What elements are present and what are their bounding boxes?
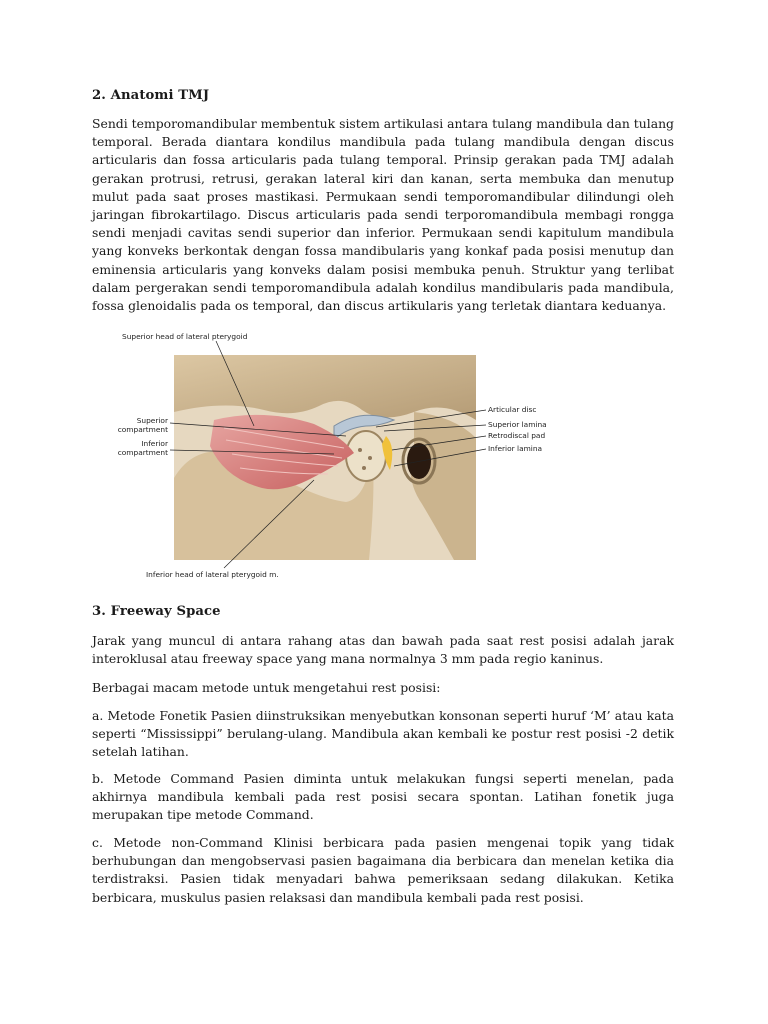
paragraph-method-b: b. Metode Command Pasien diminta untuk melakukan fungsi seperti menelan, pada akhirnya mandibula kembali pada rest posisi secara spontan. Latihan fonetik juga merupakan tipe metode Command.: [92, 771, 674, 823]
label-inferior-lamina: Inferior lamina: [488, 444, 543, 453]
label-inferior-compartment-2: compartment: [117, 448, 168, 457]
heading-freeway-space: 3. Freeway Space: [92, 604, 221, 619]
anatomy-illustration: [174, 355, 476, 560]
tmj-anatomy-figure: [114, 328, 554, 584]
paragraph-methods-intro: Berbagai macam metode untuk mengetahui rest posisi:: [92, 680, 441, 695]
label-superior-lamina: Superior lamina: [488, 420, 547, 429]
paragraph-freeway-space: Jarak yang muncul di antara rahang atas dan bawah pada saat rest posisi adalah jarak interoklusal atau freeway space yang mana normalnya 3 mm pada regio kaninus.: [92, 633, 674, 667]
heading-anatomi-tmj: 2. Anatomi TMJ: [92, 88, 210, 103]
label-inferior-compartment-1: Inferior: [141, 439, 168, 448]
label-articular-disc: Articular disc: [488, 405, 537, 414]
label-superior-compartment-2: compartment: [117, 425, 168, 434]
paragraph-method-c: c. Metode non-Command Klinisi berbicara pada pasien mengenai topik yang tidak berhubungan dan mengobservasi pasien bagaimana dia berbicara dan menelan ketika dia terdistraksi. Pasien tidak menyadari bahwa pemeriksaan sedang dilakukan. Ketika berbicara, muskulus pasien relaksasi dan mandibula kembali pada rest posisi.: [92, 835, 674, 905]
paragraph-method-a: a. Metode Fonetik Pasien diinstruksikan menyebutkan konsonan seperti huruf ‘M’ atau kata seperti “Mississippi” berulang-ulang. Mandibula akan kembali ke postur rest posisi -2 detik setelah latihan.: [92, 708, 674, 760]
label-superior-compartment-1: Superior: [136, 416, 168, 425]
label-superior-head: Superior head of lateral pterygoid: [122, 332, 248, 341]
label-retrodiscal-pad: Retrodiscal pad: [488, 431, 546, 440]
paragraph-anatomi-tmj: Sendi temporomandibular membentuk sistem artikulasi antara tulang mandibula dan tulang temporal. Berada diantara kondilus mandibula pada tulang mandibula dengan discus articularis dan fossa articularis pada tulang temporal. Prinsip gerakan pada TMJ adalah gerakan protrusi, retrusi, gerakan lateral kiri dan kanan, serta membuka dan menutup mulut pada saat proses mastikasi. Permukaan sendi temporomandibular dilindungi oleh jaringan fibrokartilago. Discus articularis pada sendi terporomandibula membagi rongga sendi menjadi cavitas sendi superior dan inferior. Permukaan sendi kapitulum mandibula yang konveks berkontak dengan fossa mandibularis yang konkaf pada posisi menutup dan eminensia articularis yang konveks dalam posisi membuka penuh. Struktur yang terlibat dalam pergerakan sendi temporomandibula adalah kondilus mandibularis pada mandibula, fossa glenoidalis pada os temporal, dan discus artikularis yang terletak diantara keduanya.: [92, 116, 674, 314]
label-inferior-head: Inferior head of lateral pterygoid m.: [146, 570, 279, 579]
